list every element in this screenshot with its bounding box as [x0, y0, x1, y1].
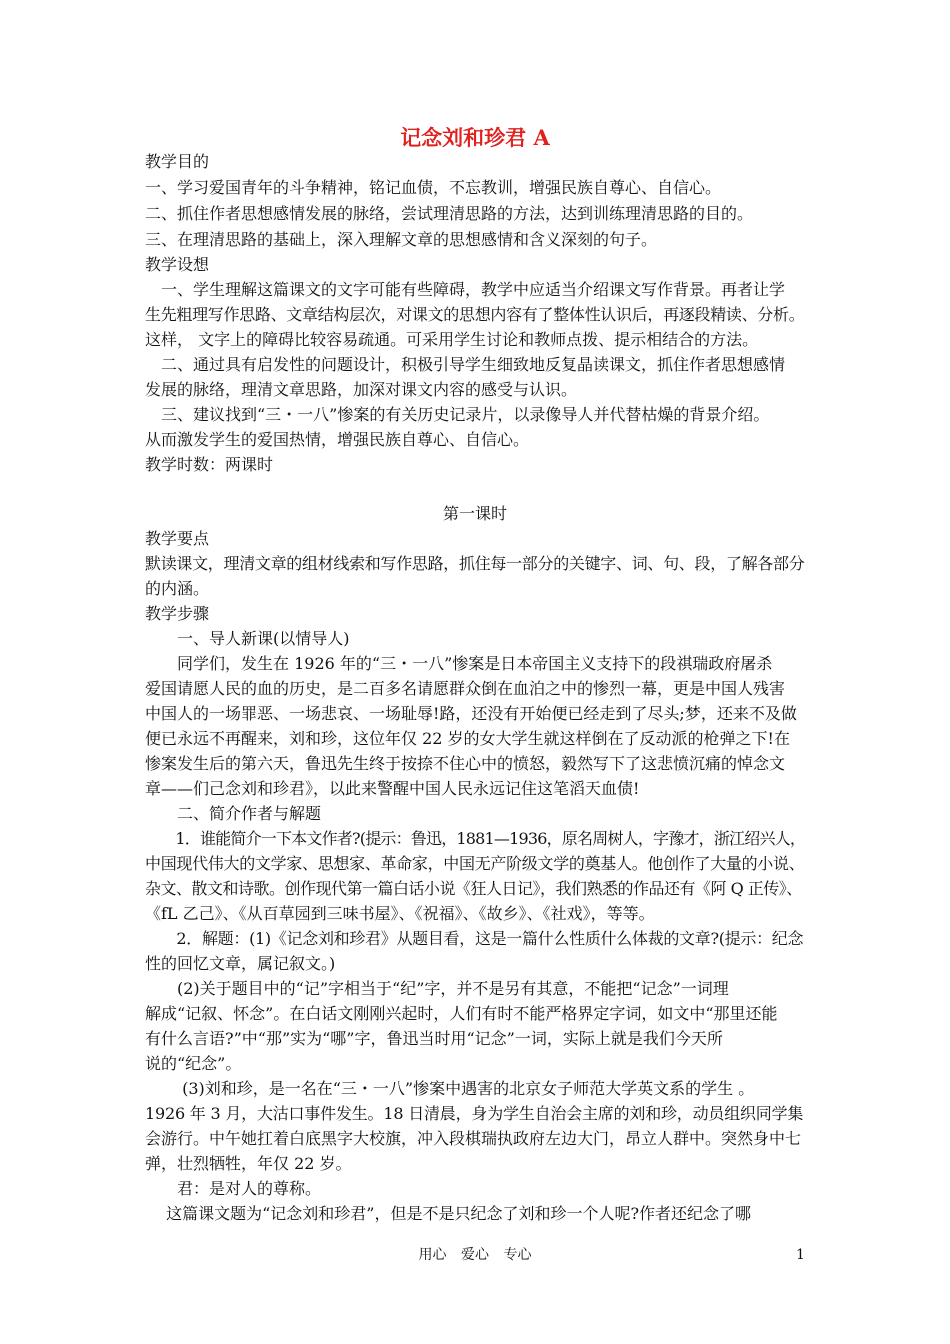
page-number: 1 [796, 1247, 805, 1263]
step-line: 杂文、散文和诗歌。创作现代第一篇白话小说《狂人日记》，我们熟悉的作品还有《阿 Q 正传》、 [145, 879, 802, 898]
step-line: 中国现代伟大的文学家、思想家、革命家，中国无产阶级文学的奠基人。他创作了大量的小说、 [145, 854, 805, 873]
step-line: 一、导人新课(以情导人) [145, 629, 350, 648]
step-line: 会游行。中午她扛着白底黑字大校旗，冲入段棋瑞执政府左边大门，昂立人群中。突然身中七 [145, 1129, 802, 1148]
design-line: 发展的脉络，理清文章思路，加深对课文内容的感受与认识。 [145, 380, 578, 399]
design-line: 一、学生理解这篇课文的文字可能有些障碍，教学中应适当介绍课文写作背景。再者让学 [145, 280, 786, 299]
step-line: 中国人的一场罪恶、一场悲哀、一场耻辱!路，还没有开始便已经走到了尽头;梦，还来不及做 [145, 704, 797, 723]
step-line: 惨案发生后的第六天，鲁迅先生终于按捺不住心中的愤怒，毅然写下了这悲愤沉痛的悼念文 [145, 754, 786, 773]
design-line: 三、建议找到“三・一八”惨案的有关历史记录片，以录像导人并代替枯燥的背景介绍。 [145, 405, 770, 424]
step-line: 《fL 乙己》、《从百草园到三味书屋》、《祝福》、《故乡》、《社戏》，等等。 [145, 904, 655, 923]
step-line: 这篇课文题为“记念刘和珍君”，但是不是只纪念了刘和珍一个人呢?作者还纪念了哪 [145, 1204, 752, 1223]
step-line: 弹，壮烈牺牲，年仅 22 岁。 [145, 1154, 352, 1173]
step-line: 爱国请愿人民的血的历史，是二百多名请愿群众倒在血泊之中的惨烈一幕，更是中国人残害 [145, 679, 786, 698]
step-line: 同学们，发生在 1926 年的“三・一八”惨案是日本帝国主义支持下的段祺瑞政府屠杀 [145, 654, 773, 673]
step-line: 1．谁能简介一下本文作者?(提示：鲁迅，1881—1936，原名周树人，字豫才，浙江绍兴人， [145, 829, 806, 848]
page-footer: 用心 爱心 专心 [418, 1247, 532, 1263]
design-line: 这样， 文字上的障碍比较容易疏通。可采用学生讨论和教师点拨、提示相结合的方法。 [145, 330, 759, 349]
step-line: 章——们己念刘和珍君》，以此来警醒中国人民永远记住这笔滔天血债! [145, 779, 640, 798]
step-line: 解成“记叙、怀念”。在白话文刚刚兴起时，人们有时不能严格界定字词，如文中“那里还能 [145, 1004, 778, 1023]
key-point-line: 的内涵。 [145, 579, 210, 598]
design-line: 生先粗理写作思路、文章结构层次，对课文的思想内容有了整体性认识后，再逐段精读、分析。 [145, 305, 805, 324]
step-line: 性的回忆文章，属记叙文。) [145, 954, 336, 973]
section-heading-steps: 教学步骤 [145, 604, 210, 623]
step-line: 1926 年 3 月，大沽口事件发生。18 日清晨，身为学生自治会主席的刘和珍，动员组织同学集 [145, 1104, 804, 1123]
document-title: 记念刘和珍君 A [400, 125, 550, 150]
design-line: 二、通过具有启发性的问题设计，积极引导学生细致地反复晶读课文，抓住作者思想感情 [145, 355, 786, 374]
goal-line: 一、学习爱国青年的斗争精神，铭记血债，不忘教训，增强民族自尊心、自信心。 [145, 178, 722, 197]
design-line: 从而激发学生的爱国热情，增强民族自尊心、自信心。 [145, 430, 530, 449]
key-point-line: 默读课文，理清文章的组材线索和写作思路，抓住每一部分的关键字、词、句、段，了解各部分 [145, 554, 805, 573]
goal-line: 二、抓住作者思想感情发展的脉络，尝试理清思路的方法，达到训练理清思路的目的。 [145, 204, 754, 223]
section-heading-design: 教学设想 [145, 255, 210, 274]
step-line: 2．解题：(1)《记念刘和珍君》从题目看，这是一篇什么性质什么体裁的文章?(提示：纪念 [145, 929, 804, 948]
step-line: 君：是对人的尊称。 [145, 1179, 322, 1198]
step-line: (3)刘和珍，是一名在“三・一八”惨案中遇害的北京女子师范大学英文系的学生 。 [145, 1079, 755, 1098]
step-line: 说的“纪念”。 [145, 1054, 242, 1073]
step-line: 二、简介作者与解题 [145, 804, 322, 823]
section-heading-goals: 教学目的 [145, 152, 210, 171]
step-line: (2)关于题目中的“记”字相当于“纪”字，并不是另有其意，不能把“记念”一词理 [145, 979, 729, 998]
step-line: 有什么言语?”中“那”实为“哪”字，鲁迅当时用“记念”一词，实际上就是我们今天所 [145, 1029, 723, 1048]
lesson-title: 第一课时 [442, 504, 507, 523]
step-line: 便已永远不再醒来，刘和珍，这位年仅 22 岁的女大学生就这样倒在了反动派的枪弹之下!在 [145, 729, 790, 748]
section-heading-key-points: 教学要点 [145, 529, 210, 548]
teaching-hours: 教学时数：两课时 [145, 455, 274, 474]
goal-line: 三、在理清思路的基础上，深入理解文章的思想感情和含义深刻的句子。 [145, 230, 658, 249]
